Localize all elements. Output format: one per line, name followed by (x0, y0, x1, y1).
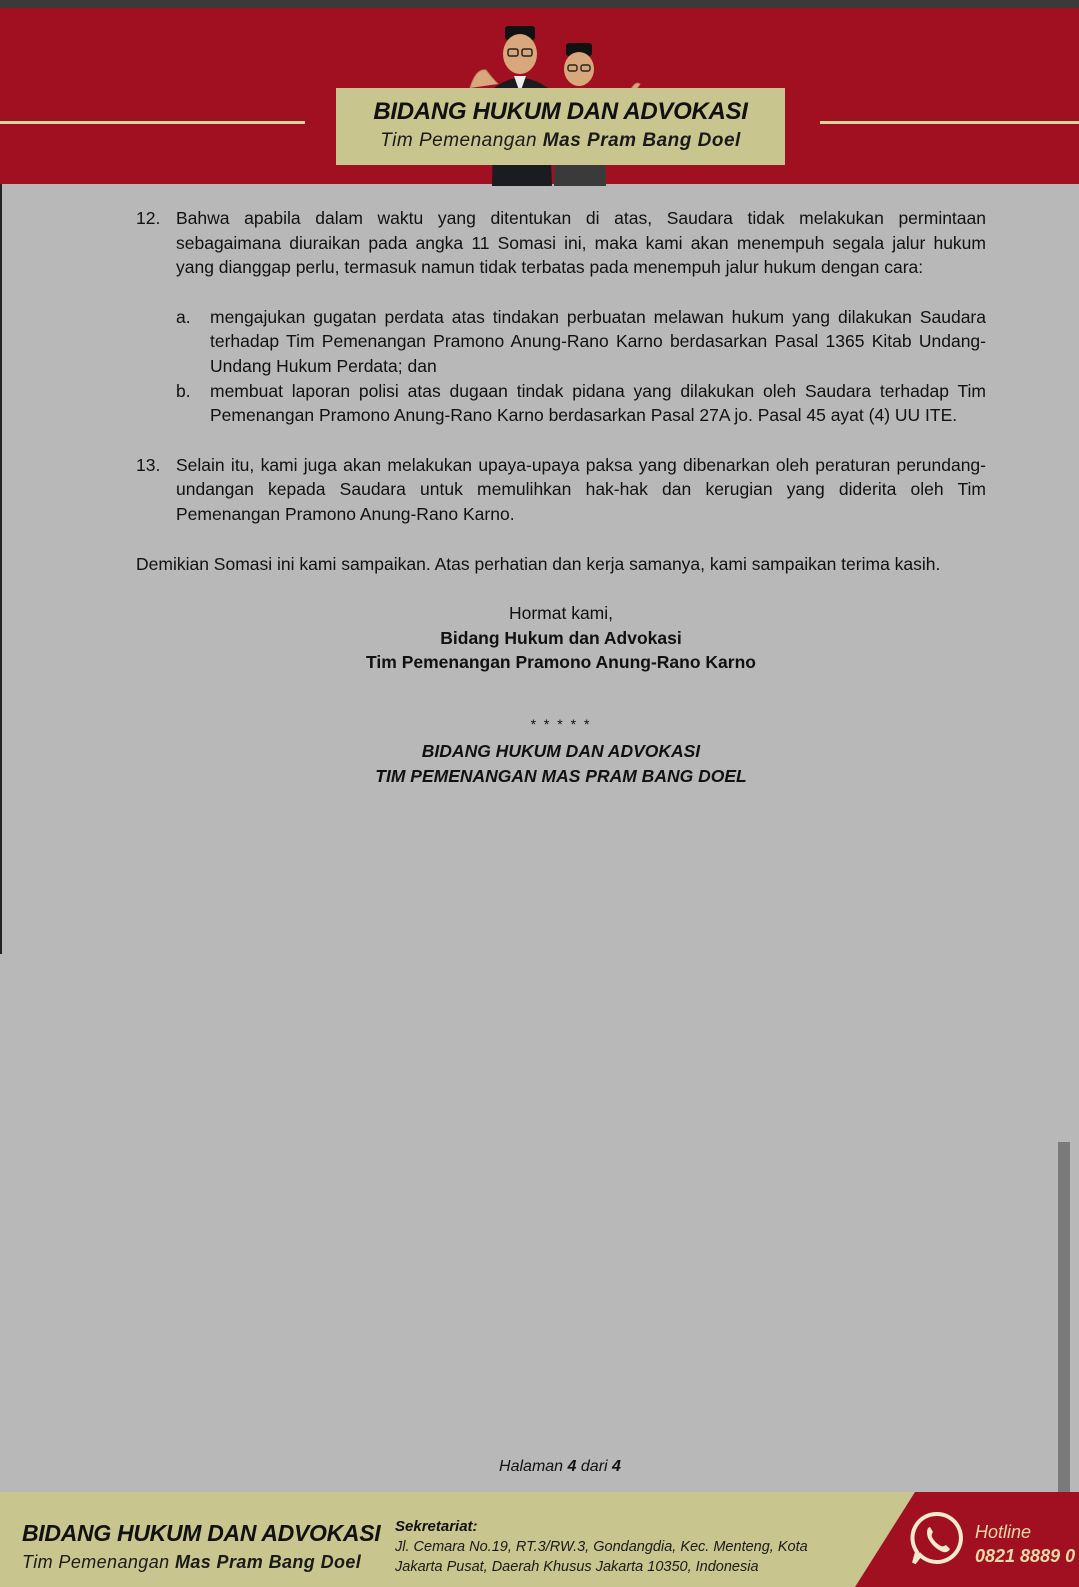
sub-item-letter: a. (176, 306, 191, 327)
sub-item-letter: b. (176, 380, 191, 401)
closing-paragraph: Demikian Somasi ini kami sampaikan. Atas perhatian dan kerja samanya, kami sampaikan terima kasih. (136, 553, 941, 574)
item-number: 12. (136, 208, 161, 228)
spacer (136, 527, 986, 552)
item-number: 13. (136, 454, 161, 475)
numbered-item-13 (136, 453, 986, 527)
closing-title-line1: BIDANG HUKUM DAN ADVOKASI (421, 740, 701, 761)
header-subtitle (336, 130, 785, 152)
header-subtitle-bold: Mas Pram Bang Doel (542, 130, 741, 151)
footer-subtitle (22, 1552, 361, 1573)
whatsapp-icon (908, 1510, 966, 1568)
header-subtitle-prefix: Tim Pemenangan (380, 130, 538, 151)
header-title: BIDANG HUKUM DAN ADVOKASI (373, 98, 748, 125)
page-current: 4 (567, 1458, 577, 1475)
footer-title: BIDANG HUKUM DAN ADVOKASI (22, 1520, 381, 1546)
page-prefix: Halaman (499, 1458, 564, 1475)
letter-footer (0, 1492, 1079, 1587)
item-text: Selain itu, kami juga akan melakukan upaya-upaya paksa yang dibenarkan oleh peraturan perundang-undangan kepada Saudara untuk memulihkan hak-hak dan kerugian yang diderita oleh Tim Pemenangan Pramono Anung-Rano Karno. (176, 454, 986, 524)
closing-title-line2: TIM PEMENANGAN MAS PRAM BANG DOEL (375, 765, 747, 786)
page-total: 4 (612, 1458, 621, 1475)
address-line2: Jakarta Pusat, Daerah Khusus Jakarta 10350, Indonesia (395, 1559, 759, 1575)
signature-line2: Tim Pemenangan Pramono Anung-Rano Karno (366, 652, 756, 673)
signature-line1: Bidang Hukum dan Advokasi (440, 627, 682, 648)
letterhead (0, 8, 1079, 184)
sub-item-b (176, 379, 986, 428)
top-dark-bar (0, 0, 1079, 8)
closing-title (136, 739, 986, 788)
footer-subtitle-bold: Mas Pram Bang Doel (174, 1552, 362, 1572)
sub-item-a (176, 305, 986, 379)
sub-item-text: membuat laporan polisi atas dugaan tindak pidana yang dilakukan oleh Saudara terhadap Tim Pemenangan Pramono Anung-Rano Karno berdasarkan Pasal 27A jo. Pasal 45 ayat (4) UU ITE. (210, 380, 986, 426)
signature-greeting: Hormat kami, (508, 603, 614, 624)
hotline-number: 0821 8889 0 (975, 1546, 1076, 1566)
hotline-panel (855, 1492, 1079, 1587)
letter-body (136, 206, 986, 788)
sub-item-text: mengajukan gugatan perdata atas tindakan perbuatan melawan hukum yang dilakukan Saudara terhadap Tim Pemenangan Pramono Anung-Rano Karno berdasarkan Pasal 1365 Kitab Undang-Undang Hukum Perdata; dan (210, 306, 986, 376)
header-rule-right (820, 121, 1079, 124)
item-text: Bahwa apabila dalam waktu yang ditentukan di atas, Saudara tidak melakukan permintaan sebagaimana diuraikan pada angka 11 Somasi ini, maka kami akan menempuh segala jalur hukum yang dianggap perlu, termasuk namun tidak terbatas pada menempuh jalur hukum dengan cara: (176, 208, 986, 278)
left-edge-line (0, 184, 2, 954)
hotline-label: Hotline (975, 1522, 1032, 1542)
item-body (176, 206, 986, 428)
header-rule-left (0, 121, 305, 124)
separator-stars: * * * * * (530, 715, 592, 732)
numbered-item-12 (136, 206, 986, 428)
address-line1: Jl. Cemara No.19, RT.3/RW.3, Gondangdia, Kec. Menteng, Kota (395, 1539, 808, 1555)
footer-subtitle-prefix: Tim Pemenangan (22, 1552, 170, 1572)
page-middle: dari (580, 1458, 608, 1475)
page-number (0, 1458, 1079, 1476)
signature-block (136, 601, 986, 675)
sekretariat-label: Sekretariat: (395, 1518, 478, 1535)
sub-list (176, 305, 986, 428)
spacer (136, 428, 986, 453)
header-title-box (336, 88, 785, 165)
